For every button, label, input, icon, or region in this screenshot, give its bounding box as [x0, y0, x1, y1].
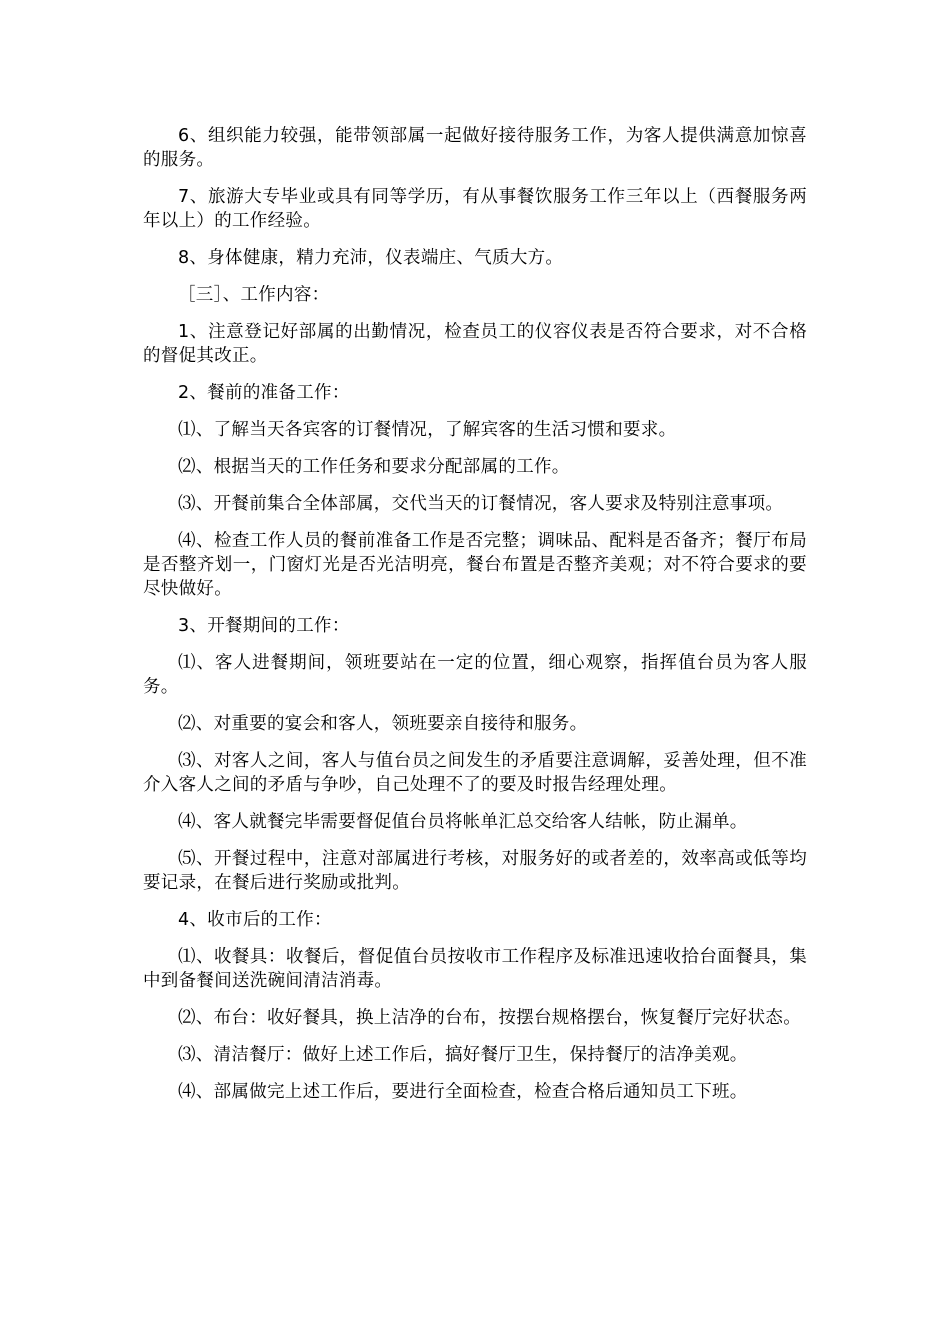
- paragraph: 1、注意登记好部属的出勤情况，检查员工的仪容仪表是否符合要求，对不合格的督促其改正。: [143, 322, 807, 366]
- subsection-heading: 3、开餐期间的工作：: [178, 616, 350, 636]
- paragraph: ⑴、收餐具：收餐后，督促值台员按收市工作程序及标准迅速收拾台面餐具，集中到备餐间送洗碗间清洁消毒。: [143, 947, 807, 991]
- paragraph: ⑸、开餐过程中，注意对部属进行考核，对服务好的或者差的，效率高或低等均要记录，在餐后进行奖励或批判。: [143, 849, 807, 893]
- subsection-heading: 2、餐前的准备工作：: [178, 383, 350, 403]
- paragraph: 8、身体健康，精力充沛，仪表端庄、气质大方。: [178, 248, 564, 268]
- paragraph: ⑵、根据当天的工作任务和要求分配部属的工作。: [178, 457, 570, 477]
- document-page: [143, 124, 807, 1117]
- paragraph: 6、组织能力较强，能带领部属一起做好接待服务工作，为客人提供满意加惊喜的服务。: [143, 126, 807, 170]
- paragraph: ⑷、部属做完上述工作后，要进行全面检查，检查合格后通知员工下班。: [178, 1082, 748, 1102]
- paragraph: ⑶、开餐前集合全体部属，交代当天的订餐情况，客人要求及特别注意事项。: [178, 494, 784, 514]
- paragraph: ⑶、对客人之间，客人与值台员之间发生的矛盾要注意调解，妥善处理，但不准介入客人之间的矛盾与争吵，自己处理不了的要及时报告经理处理。: [143, 751, 807, 795]
- paragraph: ⑴、了解当天各宾客的订餐情况，了解宾客的生活习惯和要求。: [178, 420, 677, 440]
- paragraph: ⑵、布台：收好餐具，换上洁净的台布，按摆台规格摆台，恢复餐厅完好状态。: [178, 1008, 801, 1028]
- paragraph: 7、旅游大专毕业或具有同等学历，有从事餐饮服务工作三年以上（西餐服务两年以上）的工作经验。: [143, 187, 807, 231]
- paragraph: ⑷、客人就餐完毕需要督促值台员将帐单汇总交给客人结帐，防止漏单。: [178, 812, 748, 832]
- paragraph: ⑷、检查工作人员的餐前准备工作是否完整；调味品、配料是否备齐；餐厅布局是否整齐划一，门窗灯光是否光洁明亮，餐台布置是否整齐美观；对不符合要求的要尽快做好。: [143, 531, 807, 599]
- subsection-heading: 4、收市后的工作：: [178, 910, 332, 930]
- paragraph: ⑵、对重要的宴会和客人，领班要亲自接待和服务。: [178, 714, 588, 734]
- paragraph: ⑶、清洁餐厅：做好上述工作后，搞好餐厅卫生，保持餐厅的洁净美观。: [178, 1045, 748, 1065]
- section-heading: ［三］、工作内容：: [178, 285, 330, 305]
- paragraph: ⑴、客人进餐期间，领班要站在一定的位置，细心观察，指挥值台员为客人服务。: [143, 653, 807, 697]
